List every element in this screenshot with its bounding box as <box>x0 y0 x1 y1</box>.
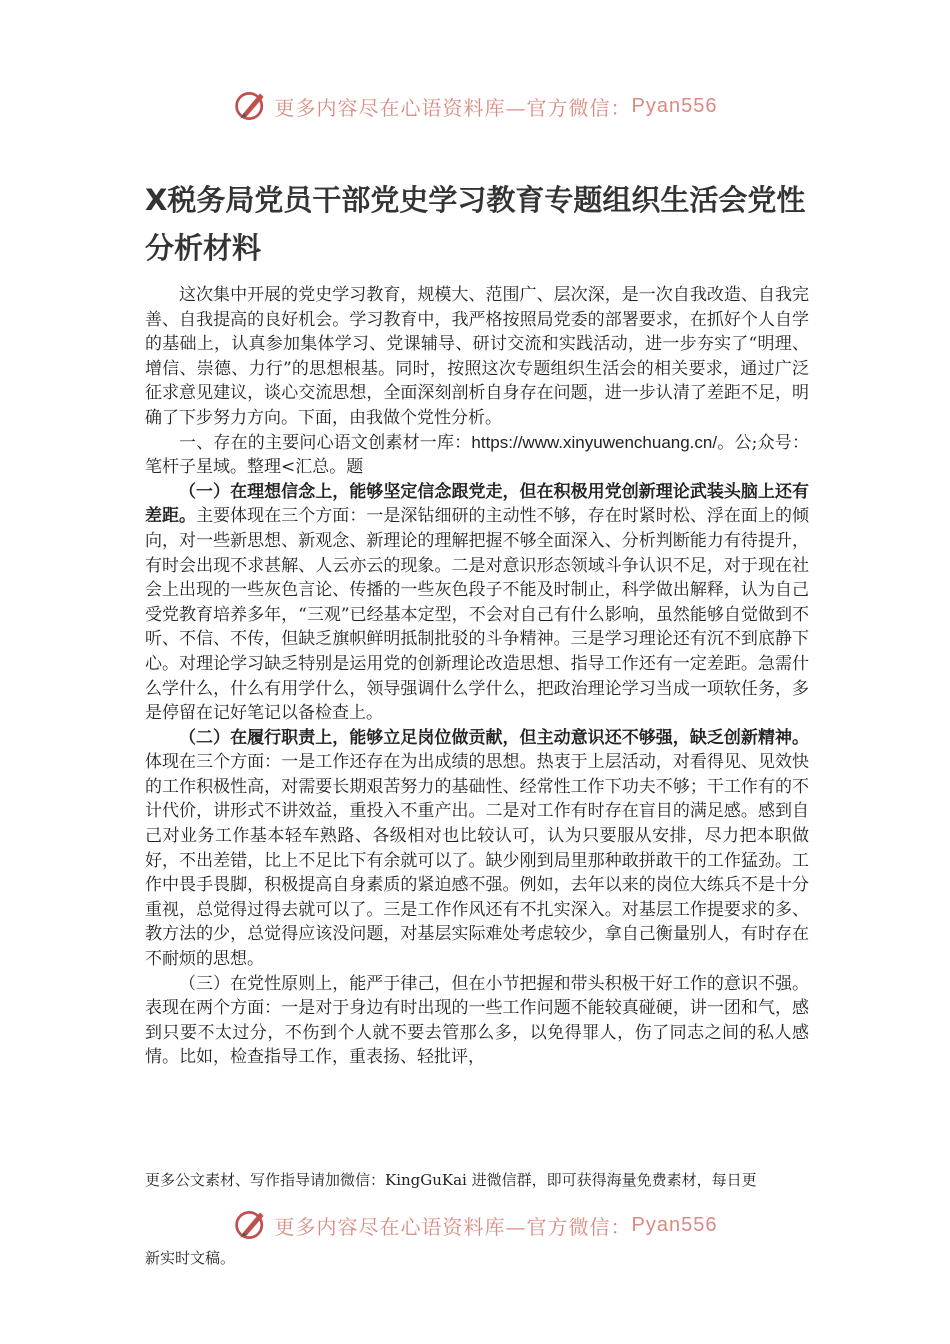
banner-wechat-id: Pyan556 <box>631 94 718 117</box>
banner-text: 更多内容尽在心语资料库—官方微信： <box>274 1214 632 1239</box>
document-title: X税务局党员干部党史学习教育专题组织生活会党性分析材料 <box>145 183 806 265</box>
item-1-text: 主要体现在三个方面：一是深钻细研的主动性不够，存在时紧时松、浮在面上的倾向，对一些新思想、新观念、新理论的理解把握不够全面深入、分析判断能力有待提升，有时会出现不求甚解、人云亦云的现象。二是对意识形态领域斗争认识不足，对于现在社会上出现的一些灰色言论、传播的一些灰色段子不能及时制止，科学做出解释，认为自己受党教育培养多年，“三观”已经基本定型，不会对自己有什么影响，虽然能够自觉做到不听、不信、不传，但缺乏旗帜鲜明抵制批驳的斗争精神。三是学习理论还有沉不到底静下心。对理论学习缺乏特别是运用党的创新理论改造思想、指导工作还有一定差距。急需什么学什么，什么有用学什么，领导强调什么学什么，把政治理论学习当成一项软任务，多是停留在记好笔记以备检查上。 <box>145 506 810 724</box>
item-2-heading: （二）在履行职责上，能够立足岗位做贡献，但主动意识还不够强，缺乏创新精神。 <box>179 727 809 748</box>
item-2-text: 体现在三个方面：一是工作还存在为出成绩的思想。热衷于上层活动，对看得见、见效快的工作积极性高，对需要长期艰苦努力的基础性、经常性工作下功夫不够；干工作有的不计代价，讲形式不讲效益，重投入不重产出。二是对工作有时存在盲目的满足感。感到自己对业务工作基本轻车熟路、各级相对也比较认可，认为只要服从安排，尽力把本职做好，不出差错，比上不足比下有余就可以了。缺少刚到局里那种敢拼敢干的工作猛劲。工作中畏手畏脚，积极提高自身素质的紧迫感不强。例如，去年以来的岗位大练兵不是十分重视，总觉得过得去就可以了。三是工作作风还有不扎实深入。对基层工作提要求的多、教方法的少，总觉得应该没问题，对基层实际难处考虑较少，拿自己衡量别人，有时存在不耐烦的思想。 <box>145 752 809 970</box>
pen-logo-icon <box>233 1207 269 1243</box>
banner-text: 更多内容尽在心语资料库—官方微信： <box>274 95 632 120</box>
item-1-heading: （一）在理想信念上，能够坚定信念跟党走，但在积极用党创新理论武装头脑上还有差距。 <box>145 481 809 527</box>
section-heading-tail: 。公;众号：笔杆子星域。整理<汇总。题 <box>145 432 809 478</box>
footer-note: 更多公文素材、写作指导请加微信：KingGuKai 进微信群，即可获得海量免费素材，每日更 <box>145 1171 757 1189</box>
paragraph-section-heading <box>145 431 809 480</box>
document-body <box>145 283 809 1070</box>
banner-wechat-id: Pyan556 <box>631 1213 718 1236</box>
paragraph-item-2 <box>145 726 809 972</box>
paragraph-item-3: （三）在党性原则上，能严于律己，但在小节把握和带头积极干好工作的意识不强。表现在两个方面：一是对于身边有时出现的一些工作问题不能较真碰硬，讲一团和气，感到只要不太过分，不伤到个人就不要去管那么多，以免得罪人，伤了同志之间的私人感情。比如，检查指导工作，重表扬、轻批评， <box>145 973 809 1068</box>
pen-logo-icon <box>233 88 269 124</box>
source-url: https://www.xinyuwenchuang.cn/ <box>471 432 718 452</box>
header-banner <box>0 86 950 126</box>
paragraph-intro: 这次集中开展的党史学习教育，规模大、范围广、层次深，是一次自我改造、自我完善、自我提高的良好机会。学习教育中，我严格按照局党委的部署要求，在抓好个人自学的基础上，认真参加集体学习、党课辅导、研讨交流和实践活动，进一步夯实了“明理、增信、崇德、力行”的思想根基。同时，按照这次专题组织生活会的相关要求，通过广泛征求意见建议，谈心交流思想，全面深刻剖析自身存在问题，进一步认清了差距不足，明确了下步努力方向。下面，由我做个党性分析。 <box>145 285 809 428</box>
footer-tail: 新实时文稿。 <box>145 1249 236 1267</box>
paragraph-item-1 <box>145 480 809 726</box>
footer-banner <box>0 1205 950 1245</box>
section-heading-text: 一、存在的主要问心语文创素材一库： <box>179 432 472 453</box>
